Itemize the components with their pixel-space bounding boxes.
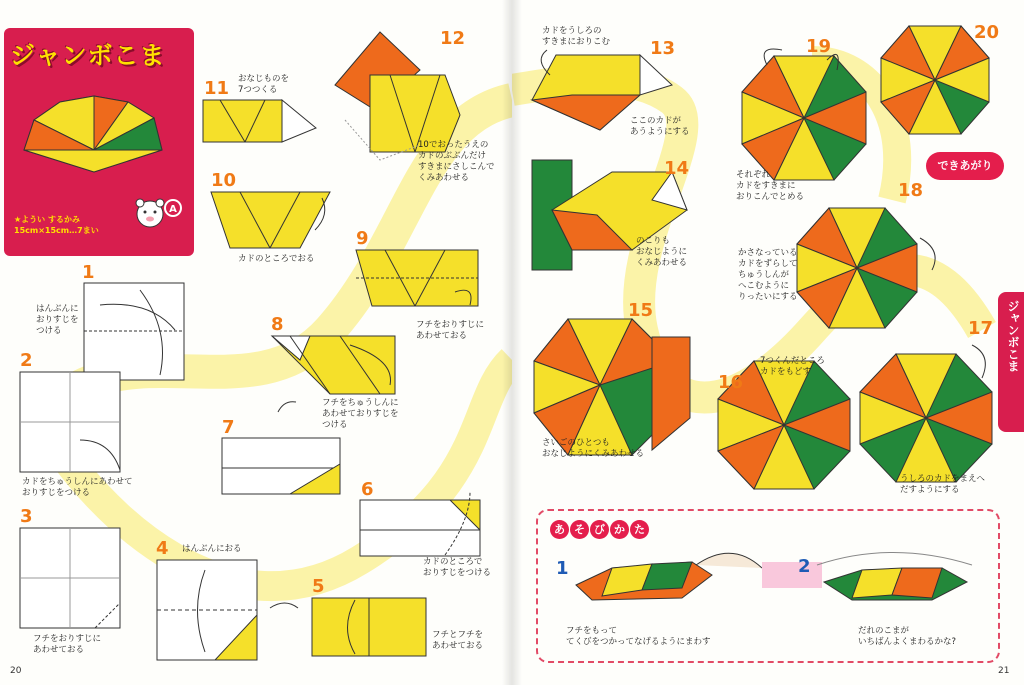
step-caption: カドのところで おりすじをつける (423, 557, 492, 578)
step-15-flap (652, 337, 690, 450)
step-caption: フチをおりすじに あわせておる (416, 320, 485, 341)
step-number: 2 (20, 350, 33, 371)
top-example-illustration (24, 96, 162, 172)
step-caption: はんぶんに おりすじを つける (36, 304, 79, 336)
step-20-finished-top (881, 26, 989, 134)
done-badge: できあがり (926, 152, 1004, 180)
step-17-top (860, 354, 992, 482)
step-number: 8 (271, 314, 284, 335)
step-number: 19 (806, 36, 832, 57)
step-number: 14 (664, 158, 690, 179)
step-caption: フチとフチを あわせておる (432, 630, 484, 651)
step-19-top (742, 56, 866, 180)
play-step-number: 1 (556, 558, 569, 579)
step-caption: うしろのカドをまえへ だすようにする (900, 474, 985, 495)
step-caption: ここのカドが あうようにする (630, 116, 690, 137)
step-number: 5 (312, 576, 325, 597)
step-caption: さいごのひとつも おなじようにくみあわせる (542, 438, 645, 459)
level-badge-letter: A (169, 204, 177, 215)
step-caption: カドのところでおる (238, 254, 315, 264)
step-number: 7 (222, 417, 235, 438)
step-number: 3 (20, 506, 33, 527)
step-caption: 10でおったうえの カドのぶぶんだけ すきまにさしこんで くみあわせる (418, 140, 495, 183)
bear-mascot-icon (136, 199, 164, 227)
step-number: 18 (898, 180, 924, 201)
play-title-char: た (630, 520, 649, 539)
side-index-tab-label: ジャンボこま (1006, 300, 1020, 372)
step-number: 12 (440, 28, 466, 49)
step-number: 10 (211, 170, 237, 191)
step-caption: フチをおりすじに あわせておる (33, 634, 102, 655)
paper-requirements: ★ようい するかみ 15cm×15cm…7まい (14, 215, 99, 235)
step-caption: かさなっている カドをずらして ちゅうしんが へこむように りったいにする (738, 248, 798, 302)
page-number: 20 (10, 666, 22, 676)
step-18-top (797, 208, 917, 328)
book-gutter (502, 0, 522, 685)
step-caption: カドをちゅうしんにあわせて おりすじをつける (22, 477, 133, 498)
step-caption: それぞれ カドをすきまに おりこんでとめる (736, 170, 805, 202)
play-step-number: 2 (798, 556, 811, 577)
step-11-paper (203, 100, 282, 142)
step-number: 13 (650, 38, 676, 59)
step-caption: 7つくんだところ カドをもどす (760, 356, 825, 377)
step-number: 1 (82, 262, 95, 283)
page-number: 21 (998, 666, 1010, 676)
play-title-char: そ (570, 520, 589, 539)
step-7-paper (222, 438, 340, 468)
step-caption: はんぶんにおる (182, 544, 242, 554)
play-title-char: あ (550, 520, 569, 539)
step-number: 11 (204, 78, 230, 99)
play-step-caption: だれのこまが いちばんよくまわるかな? (858, 626, 957, 647)
step-caption: おなじものを 7つつくる (238, 74, 290, 95)
play-title-char: び (590, 520, 609, 539)
step-number: 15 (628, 300, 654, 321)
step-caption: フチをちゅうしんに あわせておりすじを つける (322, 398, 399, 430)
step-number: 6 (361, 479, 374, 500)
step-number: 9 (356, 228, 369, 249)
step-number: 4 (156, 538, 169, 559)
step-number: 17 (968, 318, 994, 339)
step-number: 16 (718, 372, 744, 393)
play-title-char: か (610, 520, 629, 539)
page-title: ジャンボこま (10, 41, 166, 70)
step-caption: のこりも おなじように くみあわせる (636, 236, 688, 268)
play-step-caption: フチをもって てくびをつかってなげるようにまわす (566, 626, 711, 647)
step-caption-top: カドをうしろの すきまにおりこむ (542, 26, 611, 47)
step-number: 20 (974, 22, 1000, 43)
step-10-paper (211, 192, 330, 248)
